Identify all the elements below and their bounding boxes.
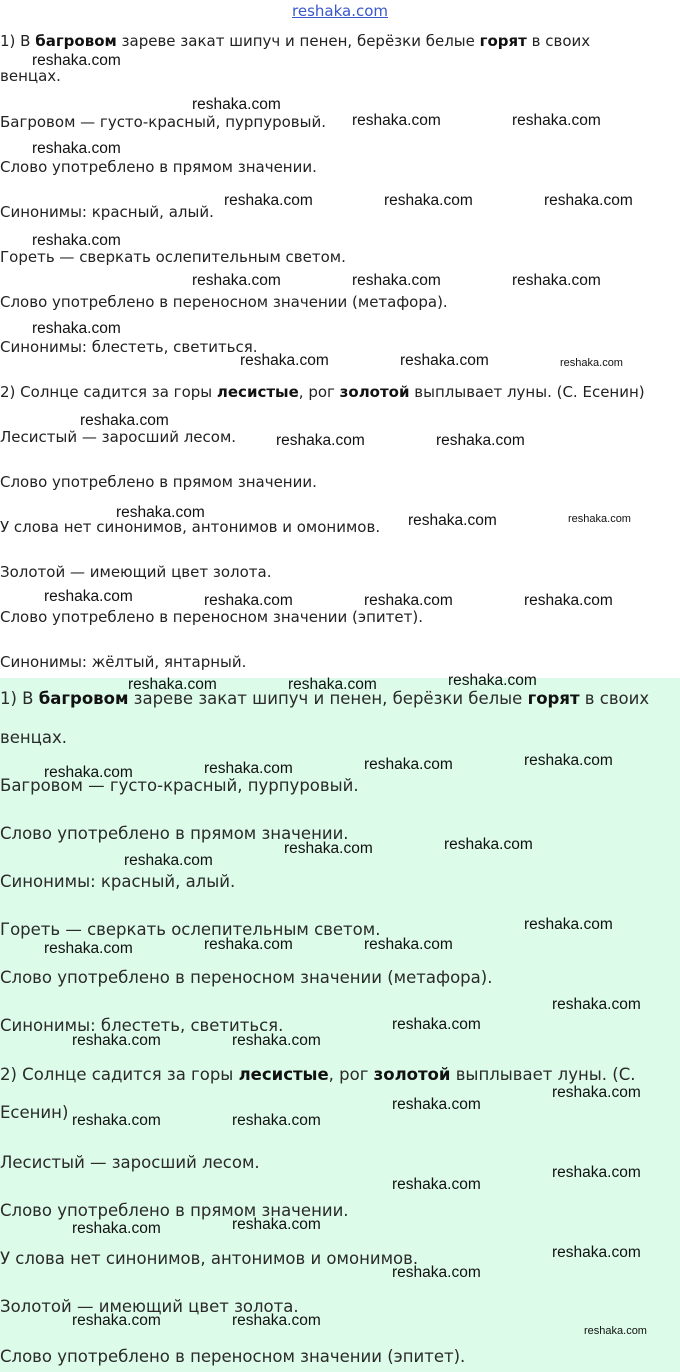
watermark: reshaka.com [584,1325,647,1337]
text-line: Слово употреблено в переносном значении (эпитет). [0,1347,466,1366]
watermark: reshaka.com [32,232,121,249]
watermark: reshaka.com [544,192,633,209]
text-line: У слова нет синонимов, антонимов и омонимов. [0,1249,419,1268]
paragraph-2-line: 2) Солнце садится за горы лесистые, рог золотой выплывает луны. (С. [0,1065,636,1084]
text-line: Гореть — сверкать ослепительным светом. [0,248,346,266]
paragraph-1-line: 1) В багровом зареве закат шипуч и пенен, берёзки белые горят в своих [0,689,650,708]
watermark: reshaka.com [32,52,121,69]
watermark: reshaka.com [384,192,473,209]
watermark: reshaka.com [72,1312,161,1329]
watermark: reshaka.com [552,996,641,1013]
watermark: reshaka.com [524,916,613,933]
watermark: reshaka.com [32,320,121,337]
text-line: Золотой — имеющий цвет золота. [0,563,272,581]
watermark: reshaka.com [364,936,453,953]
watermark: reshaka.com [204,936,293,953]
watermark: reshaka.com [204,760,293,777]
watermark: reshaka.com [232,1032,321,1049]
watermark: reshaka.com [400,352,489,369]
paragraph-2-cont: Есенин) [0,1103,69,1122]
text-line: Синонимы: красный, алый. [0,203,214,221]
watermark: reshaka.com [512,272,601,289]
watermark: reshaka.com [232,1312,321,1329]
watermark: reshaka.com [44,764,133,781]
paragraph-2-line: 2) Солнце садится за горы лесистые, рог золотой выплывает луны. (С. Есенин) [0,383,645,401]
watermark: reshaka.com [408,512,497,529]
watermark: reshaka.com [32,140,121,157]
text-line: Синонимы: блестеть, светиться. [0,1016,284,1035]
watermark: reshaka.com [192,272,281,289]
site-link[interactable]: reshaka.com [292,2,388,20]
text-line: Слово употреблено в прямом значении. [0,824,349,843]
watermark: reshaka.com [392,1176,481,1193]
watermark: reshaka.com [124,852,213,869]
watermark: reshaka.com [204,592,293,609]
watermark: reshaka.com [224,192,313,209]
watermark: reshaka.com [72,1032,161,1049]
watermark: reshaka.com [392,1096,481,1113]
watermark: reshaka.com [524,752,613,769]
watermark: reshaka.com [444,836,533,853]
text-line: Лесистый — заросший лесом. [0,1153,260,1172]
watermark: reshaka.com [512,112,601,129]
watermark: reshaka.com [44,588,133,605]
watermark: reshaka.com [436,432,525,449]
watermark: reshaka.com [552,1084,641,1101]
watermark: reshaka.com [524,592,613,609]
watermark: reshaka.com [72,1112,161,1129]
watermark: reshaka.com [232,1216,321,1233]
watermark: reshaka.com [240,352,329,369]
watermark: reshaka.com [232,1112,321,1129]
watermark: reshaka.com [392,1264,481,1281]
text-line: Синонимы: красный, алый. [0,872,236,891]
watermark: reshaka.com [352,272,441,289]
text-line: Слово употреблено в прямом значении. [0,158,317,176]
text-line: Гореть — сверкать ослепительным светом. [0,920,381,939]
watermark: reshaka.com [352,112,441,129]
watermark: reshaka.com [448,672,537,689]
watermark: reshaka.com [552,1244,641,1261]
watermark: reshaka.com [116,504,205,521]
watermark: reshaka.com [552,1164,641,1181]
text-line: Багровом — густо-красный, пурпуровый. [0,113,327,131]
watermark: reshaka.com [560,357,623,369]
text-line: Слово употреблено в прямом значении. [0,473,317,491]
text-line: Золотой — имеющий цвет золота. [0,1297,299,1316]
watermark: reshaka.com [72,1220,161,1237]
watermark: reshaka.com [284,840,373,857]
paragraph-1-line: 1) В багровом зареве закат шипуч и пенен, берёзки белые горят в своих [0,32,591,50]
watermark: reshaka.com [364,592,453,609]
watermark: reshaka.com [192,96,281,113]
watermark: reshaka.com [80,412,169,429]
paragraph-1-cont: венцах. [0,67,61,85]
watermark: reshaka.com [276,432,365,449]
text-line: Слово употреблено в переносном значении (эпитет). [0,608,423,626]
text-line: Слово употреблено в переносном значении (метафора). [0,293,448,311]
watermark: reshaka.com [44,940,133,957]
watermark: reshaka.com [392,1016,481,1033]
text-line: Багровом — густо-красный, пурпуровый. [0,776,359,795]
text-line: Слово употреблено в прямом значении. [0,1201,349,1220]
watermark: reshaka.com [568,513,631,525]
text-line: Синонимы: жёлтый, янтарный. [0,653,247,671]
text-line: Синонимы: блестеть, светиться. [0,338,258,356]
paragraph-1-cont: венцах. [0,728,68,747]
text-line: У слова нет синонимов, антонимов и омонимов. [0,518,381,536]
watermark: reshaka.com [288,676,377,693]
text-line: Слово употреблено в переносном значении (метафора). [0,968,493,987]
watermark: reshaka.com [128,676,217,693]
watermark: reshaka.com [364,756,453,773]
text-line: Лесистый — заросший лесом. [0,428,237,446]
